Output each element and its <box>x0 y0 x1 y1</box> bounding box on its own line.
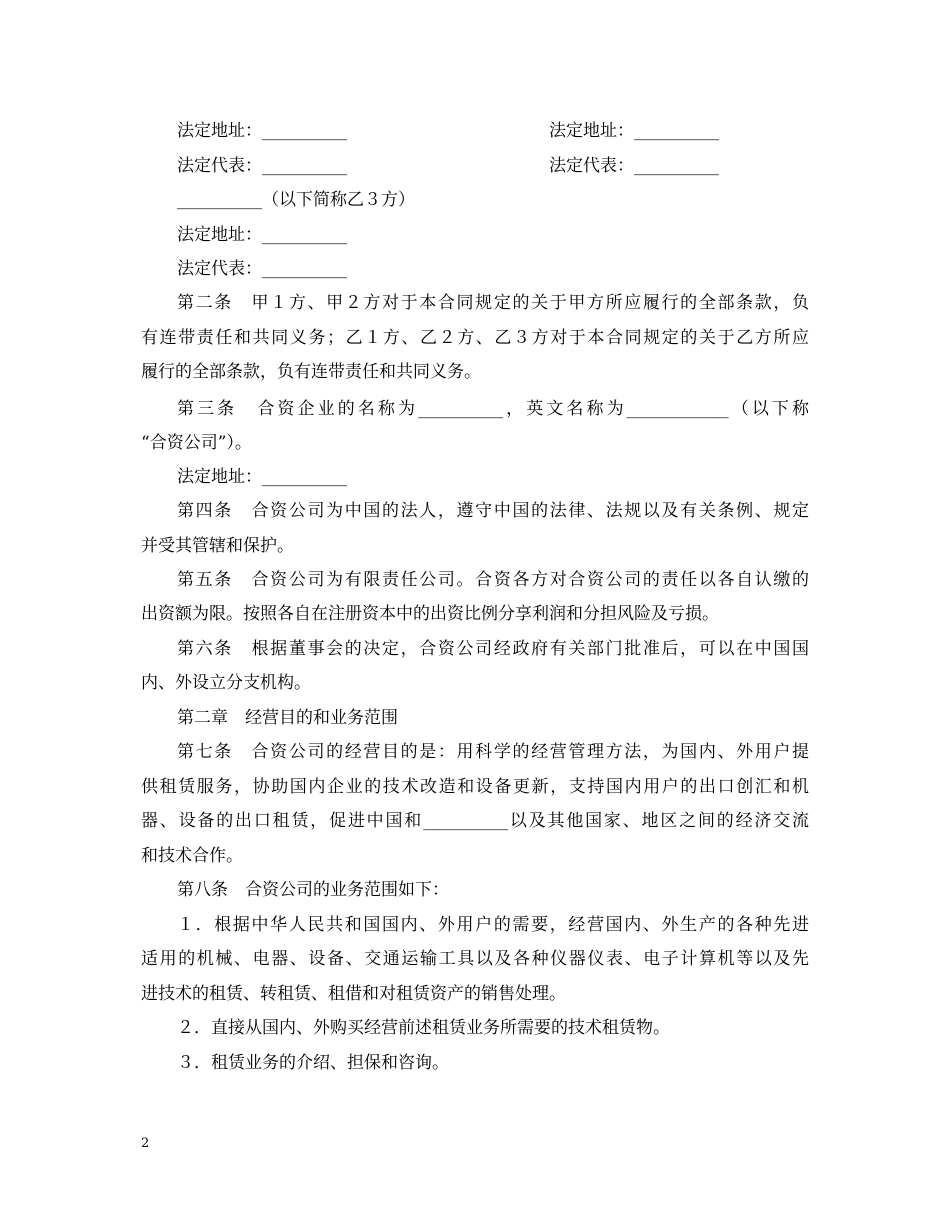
article-2-line: 履行的全部条款，负有连带责任和共同义务。 <box>141 362 481 382</box>
article-7-line: 和技术合作。 <box>141 846 243 866</box>
legal-address-line: 法定地址：__________ <box>177 467 347 487</box>
article-7-line: 第七条 合资公司的经营目的是：用科学的经营管理方法，为国内、外用户提 <box>177 742 809 762</box>
article-6-line: 内、外设立分支机构。 <box>141 673 311 693</box>
legal-representative-line: 法定代表：__________ <box>177 156 347 176</box>
legal-address-line: 法定地址：__________ <box>177 225 347 245</box>
article-4-line: 并受其管辖和保护。 <box>141 536 294 556</box>
article-3-line: “合资公司”）。 <box>141 433 252 453</box>
party-name-line: __________（以下简称乙３方） <box>177 190 415 210</box>
article-5-line: 出资额为限。按照各自在注册资本中的出资比例分享利润和分担风险及亏损。 <box>141 604 719 624</box>
legal-representative-line: 法定代表：__________ <box>549 156 719 176</box>
article-7-line: 器、设备的出口租赁，促进中国和__________以及其他国家、地区之间的经济交流 <box>141 811 809 831</box>
article-6-line: 第六条 根据董事会的决定，合资公司经政府有关部门批准后，可以在中国国 <box>177 639 809 659</box>
article-8-line: 第八条 合资公司的业务范围如下： <box>177 880 449 900</box>
list-item-1-line: 适用的机械、电器、设备、交通运输工具以及各种仪器仪表、电子计算机等以及先 <box>141 949 809 969</box>
legal-address-line: 法定地址：__________ <box>549 121 719 141</box>
legal-address-line: 法定地址：__________ <box>177 121 347 141</box>
article-3-line: 第三条 合资企业的名称为__________，英文名称为____________（以下称 <box>177 399 809 419</box>
list-item-1-line: １．根据中华人民共和国国内、外用户的需要，经营国内、外生产的各种先进 <box>177 915 809 935</box>
article-4-line: 第四条 合资公司为中国的法人，遵守中国的法律、法规以及有关条例、规定 <box>177 501 809 521</box>
list-item-1-line: 进技术的租赁、转租赁、租借和对租赁资产的销售处理。 <box>141 984 566 1004</box>
list-item-2-line: ２．直接从国内、外购买经营前述租赁业务所需要的技术租赁物。 <box>177 1018 670 1038</box>
article-2-line: 第二条 甲１方、甲２方对于本合同规定的关于甲方所应履行的全部条款，负 <box>177 293 809 313</box>
article-2-line: 有连带责任和共同义务；乙１方、乙２方、乙３方对于本合同规定的关于乙方所应 <box>141 328 809 348</box>
article-5-line: 第五条 合资公司为有限责任公司。合资各方对合资公司的责任以各自认缴的 <box>177 570 809 590</box>
article-7-line: 供租赁服务，协助国内企业的技术改造和设备更新，支持国内用户的出口创汇和机 <box>141 777 809 797</box>
list-item-3-line: ３．租赁业务的介绍、担保和咨询。 <box>177 1053 449 1073</box>
legal-representative-line: 法定代表：__________ <box>177 259 347 279</box>
chapter-heading: 第二章 经营目的和业务范围 <box>177 708 398 728</box>
page-number: 2 <box>141 1136 150 1151</box>
